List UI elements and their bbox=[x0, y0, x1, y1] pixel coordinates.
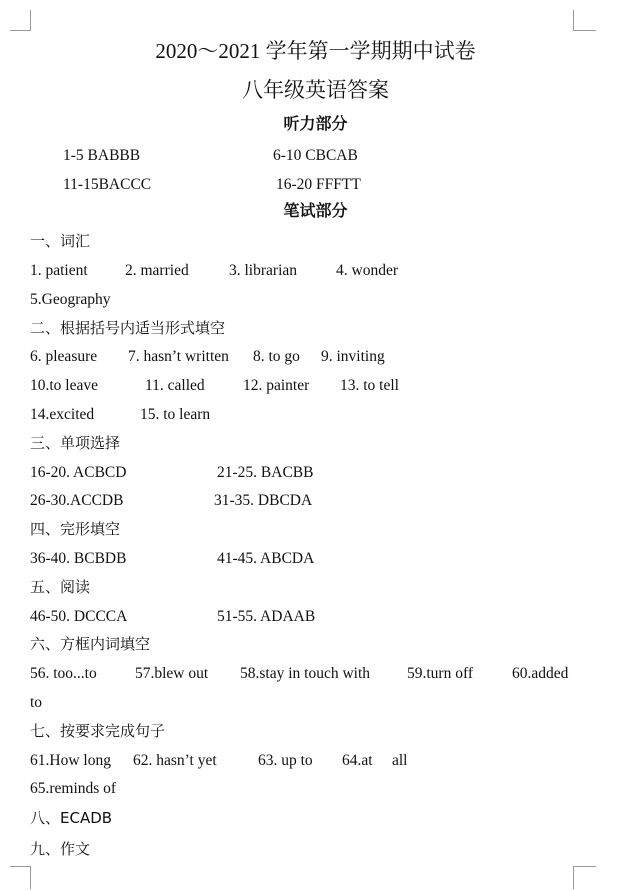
answer-item: 64.at bbox=[342, 752, 373, 769]
crop-mark-bottom-right bbox=[573, 866, 596, 889]
answer-item: 56. too...to bbox=[30, 665, 97, 682]
section-heading-cloze: 四、完形填空 bbox=[30, 520, 121, 538]
answer-item: 15. to learn bbox=[140, 406, 211, 423]
document-subtitle: 八年级英语答案 bbox=[242, 78, 389, 102]
answer-item: 5.Geography bbox=[30, 291, 111, 308]
answer-item: 1. patient bbox=[30, 262, 88, 279]
written-heading: 笔试部分 bbox=[283, 203, 348, 220]
answer-item: 11-15BACCC bbox=[63, 176, 152, 193]
section-heading-multiple-choice: 三、单项选择 bbox=[30, 434, 121, 452]
answer-item: all bbox=[392, 752, 408, 769]
answer-item: 46-50. DCCCA bbox=[30, 608, 128, 625]
crop-mark-top-left bbox=[10, 10, 31, 31]
section-heading-ordering: 八、ECADB bbox=[30, 809, 113, 827]
answer-item: 16-20 FFFTT bbox=[276, 176, 361, 193]
crop-mark-bottom-left bbox=[10, 866, 31, 889]
answer-item: 26-30.ACCDB bbox=[30, 492, 124, 509]
section-heading-reading: 五、阅读 bbox=[30, 578, 91, 596]
answer-item: 62. hasn’t yet bbox=[133, 752, 217, 769]
answer-item: 4. wonder bbox=[336, 262, 398, 279]
section-heading-word-box: 六、方框内词填空 bbox=[30, 635, 151, 653]
answer-item: 61.How long bbox=[30, 752, 111, 769]
answer-item: 36-40. BCBDB bbox=[30, 550, 127, 567]
answer-item: 6. pleasure bbox=[30, 348, 98, 365]
answer-item: 14.excited bbox=[30, 406, 95, 423]
answer-item: 9. inviting bbox=[321, 348, 385, 365]
answer-item: 58.stay in touch with bbox=[240, 665, 371, 682]
answer-item: 3. librarian bbox=[229, 262, 298, 279]
section-heading-essay: 九、作文 bbox=[30, 840, 91, 858]
listening-heading: 听力部分 bbox=[283, 116, 348, 133]
answer-item: 59.turn off bbox=[407, 665, 474, 682]
answer-item: 2. married bbox=[125, 262, 189, 279]
answer-item: 63. up to bbox=[258, 752, 313, 769]
answer-item: 7. hasn’t written bbox=[128, 348, 229, 365]
answer-item: 51-55. ADAAB bbox=[217, 608, 316, 625]
answer-item: 16-20. ACBCD bbox=[30, 464, 127, 481]
answer-item: 21-25. BACBB bbox=[217, 464, 314, 481]
answer-item: 13. to tell bbox=[340, 377, 399, 394]
answer-item: 60.added bbox=[512, 665, 569, 682]
answer-item: 12. painter bbox=[243, 377, 310, 394]
answer-item: 1-5 BABBB bbox=[63, 147, 141, 164]
answer-item: 6-10 CBCAB bbox=[273, 147, 358, 164]
answer-item: 11. called bbox=[145, 377, 205, 394]
document-title: 2020～2021 学年第一学期期中试卷 bbox=[155, 39, 476, 63]
answer-item: to bbox=[30, 694, 43, 711]
answer-item: 41-45. ABCDA bbox=[217, 550, 315, 567]
answer-item: 8. to go bbox=[253, 348, 300, 365]
section-heading-fill-in: 二、根据括号内适当形式填空 bbox=[30, 319, 226, 337]
section-heading-sentences: 七、按要求完成句子 bbox=[30, 722, 166, 740]
answer-item: 65.reminds of bbox=[30, 780, 117, 797]
answer-item: 57.blew out bbox=[135, 665, 209, 682]
answer-item: 10.to leave bbox=[30, 377, 99, 394]
answer-item: 31-35. DBCDA bbox=[214, 492, 313, 509]
section-heading-vocabulary: 一、词汇 bbox=[30, 232, 91, 250]
crop-mark-top-right bbox=[573, 10, 596, 31]
